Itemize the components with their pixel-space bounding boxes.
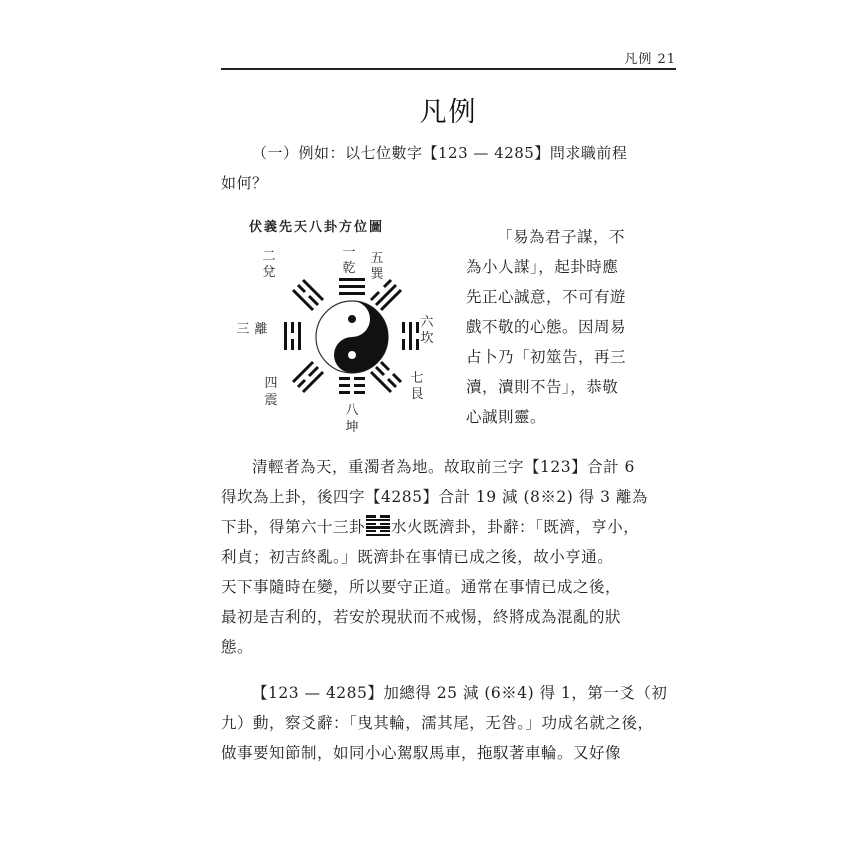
chapter-title: 凡例 [419, 97, 478, 128]
paragraph-line: 利貞；初吉終亂。」既濟卦在事情已成之後，故小亨通。 [221, 548, 614, 566]
paragraph-line: 得坎為上卦，後四字【4285】合計 19 減 (8※2) 得 3 離為 [221, 488, 648, 506]
paragraph-moving-line [221, 678, 676, 768]
paragraph-line [221, 512, 676, 542]
paragraph-line: 做事要知節制，如同小心駕馭馬車，拖馭著車輪。又好像 [221, 744, 622, 762]
side-line: 戲不敬的心態。因周易 [466, 318, 627, 336]
side-line: 「易為君子謀，不 [497, 228, 626, 246]
svg-text:五: 五 [370, 251, 384, 266]
bagua-taiji-icon [221, 210, 461, 445]
text-segment: 水火既濟卦，卦辭：「既濟，亨小， [391, 518, 640, 536]
side-line: 瀆，瀆則不告」，恭敬 [466, 378, 619, 396]
bagua-diagram [221, 210, 461, 445]
svg-text:一: 一 [342, 245, 356, 260]
svg-text:離: 離 [254, 322, 268, 337]
svg-text:坎: 坎 [420, 331, 434, 346]
svg-text:艮: 艮 [410, 387, 424, 402]
paragraph-line: 清輕者為天，重濁者為地。故取前三字【123】合計 6 [252, 458, 635, 476]
paragraph-line: 【123 — 4285】加總得 25 減 (6※4) 得 1，第一爻（初 [252, 684, 668, 702]
book-page [221, 0, 676, 850]
text-segment: 下卦，得第六十三卦 [221, 518, 366, 536]
example-line: 如何？ [221, 174, 268, 192]
header-rule [221, 68, 676, 70]
side-line: 心誠則靈。 [466, 408, 547, 426]
svg-text:七: 七 [410, 371, 424, 386]
svg-text:四: 四 [264, 376, 278, 391]
svg-text:震: 震 [264, 393, 278, 408]
svg-text:八: 八 [345, 403, 359, 418]
example-line: （一）例如：以七位數字【123 — 4285】問求職前程 [252, 144, 628, 162]
side-commentary [466, 222, 676, 432]
svg-text:巽: 巽 [370, 267, 384, 282]
example-heading [221, 138, 676, 198]
svg-text:坤: 坤 [345, 420, 359, 435]
paragraph-line: 九）動，察爻辭：「曳其輪，濡其尾，无咎。」功成名就之後， [221, 714, 654, 732]
svg-text:二: 二 [262, 249, 276, 264]
hexagram-63-icon [366, 514, 390, 536]
paragraph-line: 態。 [221, 638, 254, 656]
diagram-title: 伏義先天八卦方位圖 [249, 220, 385, 235]
side-line: 為小人謀」，起卦時應 [466, 258, 619, 276]
paragraph-line: 最初是吉利的，若安於現狀而不戒惕，終將成為混亂的狀 [221, 608, 622, 626]
side-line: 先正心誠意，不可有遊 [466, 288, 627, 306]
side-line: 占卜乃「初筮告，再三 [466, 348, 627, 366]
paragraph-hexagram-explanation [221, 452, 676, 662]
svg-text:兌: 兌 [262, 265, 276, 280]
svg-text:三: 三 [236, 322, 250, 337]
paragraph-line: 天下事隨時在變，所以要守正道。通常在事情已成之後， [221, 578, 622, 596]
svg-text:六: 六 [420, 315, 434, 330]
running-head: 凡例 21 [624, 52, 676, 67]
svg-text:乾: 乾 [342, 261, 356, 276]
